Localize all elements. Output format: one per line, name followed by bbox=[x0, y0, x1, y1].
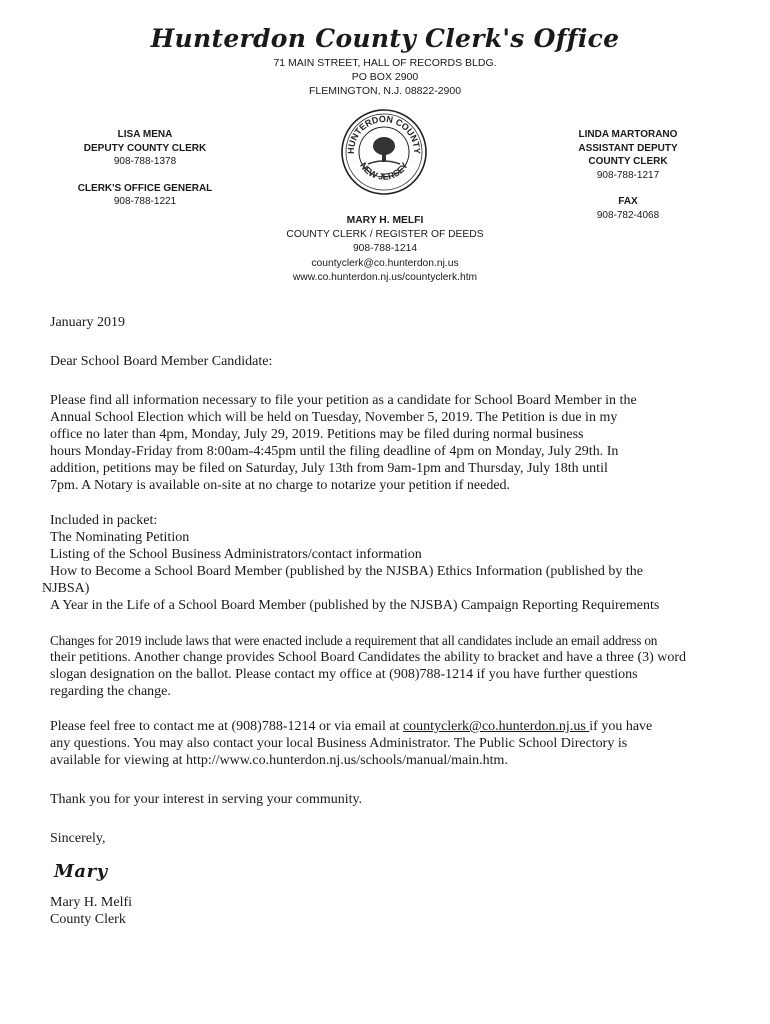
assistant-deputy-phone: 908-788-1217 bbox=[596, 169, 660, 181]
email-link[interactable]: countyclerk@co.hunterdon.nj.us bbox=[402, 719, 590, 734]
included-item-3-cont: NJBSA) bbox=[42, 581, 90, 596]
p3-line-3: available for viewing at http://www.co.hunterdon.nj.us/schools/manual/main.htm. bbox=[50, 753, 508, 768]
general-phone: 908-788-1221 bbox=[113, 196, 177, 207]
assistant-deputy-name: LINDA MARTORANO bbox=[578, 129, 678, 140]
deputy-title: DEPUTY COUNTY CLERK bbox=[83, 142, 207, 154]
clerk-website: www.co.hunterdon.nj.us/countyclerk.htm bbox=[292, 271, 478, 283]
p1-line-2: Annual School Election which will be held on Tuesday, November 5, 2019. The Petition is due in my bbox=[50, 410, 618, 425]
letter-date: January 2019 bbox=[50, 315, 126, 330]
clerk-block bbox=[0, 214, 770, 285]
deputy-phone: 908-788-1378 bbox=[113, 156, 177, 167]
p3-start: Please feel free to contact me at (908)788-1214 or via email at bbox=[50, 719, 403, 734]
p2-line-4: regarding the change. bbox=[50, 684, 171, 699]
included-item-2: Listing of the School Business Administrators/contact information bbox=[50, 547, 422, 562]
p3-end: if you have bbox=[589, 719, 653, 734]
signer-name: Mary H. Melfi bbox=[50, 895, 133, 910]
general-label: CLERK'S OFFICE GENERAL bbox=[77, 182, 213, 194]
seal-bottom-text: NEW JERSEY bbox=[358, 160, 410, 182]
clerk-name: MARY H. MELFI bbox=[346, 215, 424, 226]
p1-line-5: addition, petitions may be filed on Saturday, July 13th from 9am-1pm and Thursday, July 18th until bbox=[50, 461, 608, 476]
address-line-1: 71 MAIN STREET, HALL OF RECORDS BLDG. bbox=[273, 57, 497, 69]
salutation: Dear School Board Member Candidate: bbox=[50, 354, 273, 369]
signature: Mary bbox=[54, 861, 108, 882]
included-item-1: The Nominating Petition bbox=[50, 530, 190, 545]
closing: Sincerely, bbox=[50, 831, 106, 846]
p3-line-2: any questions. You may also contact your local Business Administrator. The Public School Directory is bbox=[50, 736, 628, 751]
p2-line-3: slogan designation on the ballot. Please contact my office at (908)788-1214 if you have further questions bbox=[50, 667, 638, 682]
p2-line-2: their petitions. Another change provides School Board Candidates the ability to bracket and have a three (3) word bbox=[50, 650, 687, 665]
address-line-2: PO BOX 2900 bbox=[351, 71, 419, 83]
letter-body bbox=[42, 314, 715, 928]
clerk-title: COUNTY CLERK / REGISTER OF DEEDS bbox=[286, 229, 484, 241]
county-seal-icon bbox=[340, 108, 428, 196]
included-label: Included in packet: bbox=[50, 513, 158, 528]
p1-line-6: 7pm. A Notary is available on-site at no charge to notarize your petition if needed. bbox=[50, 478, 511, 493]
p1-line-3: office no later than 4pm, Monday, July 29, 2019. Petitions may be filed during normal business bbox=[50, 427, 584, 442]
left-contact-block bbox=[45, 128, 245, 209]
right-contact-block bbox=[548, 128, 708, 222]
fax-number: 908-782-4068 bbox=[596, 209, 660, 221]
seal-top-text: HUNTERDON COUNTY bbox=[345, 113, 423, 155]
deputy-name: LISA MENA bbox=[117, 129, 173, 140]
office-title: Hunterdon County Clerk's Office bbox=[150, 24, 620, 53]
p1-line-4: hours Monday-Friday from 8:00am-4:45pm until the filing deadline of 4pm on Monday, July 29th. In bbox=[50, 444, 619, 459]
svg-text:NEW JERSEY bbox=[358, 161, 410, 182]
signer-title: County Clerk bbox=[50, 912, 126, 927]
included-item-3: How to Become a School Board Member (published by the NJSBA) Ethics Information (published by the bbox=[50, 564, 643, 579]
office-address bbox=[0, 56, 770, 98]
assistant-deputy-title-2: COUNTY CLERK bbox=[588, 156, 668, 167]
address-line-3: FLEMINGTON, N.J. 08822-2900 bbox=[308, 85, 462, 97]
thanks-line: Thank you for your interest in serving your community. bbox=[50, 792, 363, 807]
p1-line-1: Please find all information necessary to file your petition as a candidate for School Board Member in the bbox=[50, 393, 637, 408]
fax-label: FAX bbox=[618, 196, 638, 207]
clerk-phone: 908-788-1214 bbox=[352, 243, 418, 255]
assistant-deputy-title-1: ASSISTANT DEPUTY bbox=[578, 142, 678, 154]
included-item-4: A Year in the Life of a School Board Member (published by the NJSBA) Campaign Reporting Requirements bbox=[50, 598, 660, 613]
clerk-email: countyclerk@co.hunterdon.nj.us bbox=[311, 257, 459, 269]
p2-line-1: Changes for 2019 include laws that were enacted include a requirement that all candidates include an email address on bbox=[50, 633, 658, 648]
p3-line-1 bbox=[50, 718, 715, 735]
